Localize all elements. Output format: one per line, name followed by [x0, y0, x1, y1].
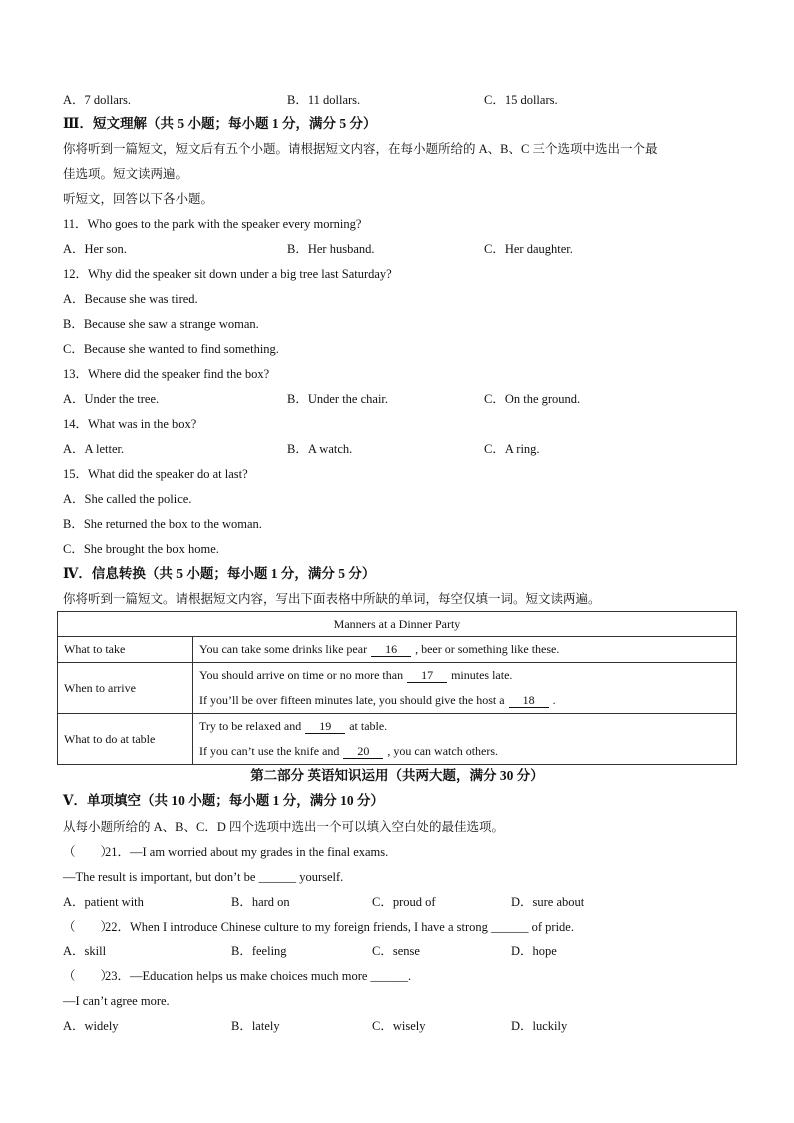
q23-question-line-2: —I can’t agree more.	[63, 994, 170, 1008]
part-2-heading: 第二部分 英语知识运用（共两大题，满分 30 分）	[250, 768, 544, 783]
row3b-text-post: , you can watch others.	[387, 744, 499, 758]
q11-option-c: C．Her daughter.	[484, 242, 573, 256]
q23-option-d: D．luckily	[511, 1019, 568, 1033]
section-5-heading: Ⅴ．单项填空（共 10 小题；每小题 1 分，满分 10 分）	[63, 793, 384, 808]
row-content-when-to-arrive	[193, 663, 737, 714]
q13-option-c: C．On the ground.	[484, 392, 581, 406]
q15-option-c: C．She brought the box home.	[63, 542, 219, 556]
q21-text: 21．—I am worried about my grades in the final exams.	[105, 845, 389, 859]
row-label-what-to-do-at-table: What to do at table	[58, 714, 193, 765]
section-3-instruction-1: 你将听到一篇短文，短文后有五个小题。请根据短文内容，在每小题所给的 A、B、C 三个选项中选出一个最	[63, 142, 658, 156]
blank-20[interactable]: 20	[343, 744, 383, 759]
blank-19[interactable]: 19	[305, 719, 345, 734]
q21-option-b: B．hard on	[231, 895, 290, 909]
section-5-instruction: 从每小题所给的 A、B、C．D 四个选项中选出一个可以填入空白处的最佳选项。	[63, 820, 504, 834]
q10-option-c: C．15 dollars.	[484, 93, 558, 107]
table-title: Manners at a Dinner Party	[58, 612, 737, 637]
q12-question: 12．Why did the speaker sit down under a big tree last Saturday?	[63, 267, 392, 281]
q15-option-a: A．She called the police.	[63, 492, 192, 506]
section-3-instruction-3: 听短文，回答以下各小题。	[63, 192, 214, 206]
row-content-what-to-take	[193, 637, 737, 663]
row-label-when-to-arrive: When to arrive	[58, 663, 193, 714]
q22-option-b: B．feeling	[231, 944, 287, 958]
q21-option-a: A．patient with	[63, 895, 144, 909]
q22-text: 22．When I introduce Chinese culture to my foreign friends, I have a strong ______ of pride.	[105, 920, 574, 934]
section-4-instruction: 你将听到一篇短文。请根据短文内容，写出下面表格中所缺的单词，每空仅填一词。短文读两遍。	[63, 592, 601, 606]
q22-option-d: D．hope	[511, 944, 557, 958]
q13-question: 13．Where did the speaker find the box?	[63, 367, 270, 381]
q23-question	[63, 968, 411, 984]
q15-question: 15．What did the speaker do at last?	[63, 467, 248, 481]
q10-option-b: B．11 dollars.	[287, 93, 361, 107]
q11-option-b: B．Her husband.	[287, 242, 375, 256]
q11-question: 11．Who goes to the park with the speaker every morning?	[63, 217, 362, 231]
q10-option-a: A．7 dollars.	[63, 93, 132, 107]
row2b-text-post: .	[552, 693, 556, 707]
q22-option-a: A．skill	[63, 944, 107, 958]
section-3-heading: Ⅲ．短文理解（共 5 小题；每小题 1 分，满分 5 分）	[63, 116, 377, 131]
row3a-text-pre: Try to be relaxed and	[199, 719, 302, 733]
q12-option-a: A．Because she was tired.	[63, 292, 198, 306]
q22-answer-bracket[interactable]: （ ）	[63, 920, 114, 934]
section-4-heading: Ⅳ．信息转换（共 5 小题；每小题 1 分，满分 5 分）	[63, 566, 376, 581]
q13-option-b: B．Under the chair.	[287, 392, 389, 406]
blank-18[interactable]: 18	[509, 693, 549, 708]
q13-option-a: A．Under the tree.	[63, 392, 160, 406]
q21-question-line-2: —The result is important, but don’t be ______ yourself.	[63, 870, 344, 884]
row-label-what-to-take: What to take	[58, 637, 193, 663]
q23-option-c: C．wisely	[372, 1019, 426, 1033]
q21-option-c: C．proud of	[372, 895, 436, 909]
info-table	[57, 611, 737, 765]
q23-text: 23．—Education helps us make choices much more ______.	[105, 969, 412, 983]
q22-question	[63, 919, 574, 935]
q21-option-d: D．sure about	[511, 895, 585, 909]
q22-option-c: C．sense	[372, 944, 420, 958]
row1-text-post: , beer or something like these.	[415, 642, 560, 656]
row1-text-pre: You can take some drinks like pear	[199, 642, 368, 656]
blank-17[interactable]: 17	[407, 668, 447, 683]
row2a-text-post: minutes late.	[451, 668, 513, 682]
q21-answer-bracket[interactable]: （ ）	[63, 845, 114, 859]
row3a-text-post: at table.	[349, 719, 388, 733]
q12-option-b: B．Because she saw a strange woman.	[63, 317, 259, 331]
row2b-text-pre: If you’ll be over fifteen minutes late, you should give the host a	[199, 693, 505, 707]
q11-option-a: A．Her son.	[63, 242, 127, 256]
q21-question	[63, 844, 388, 860]
row2a-text-pre: You should arrive on time or no more than	[199, 668, 404, 682]
q23-option-b: B．lately	[231, 1019, 280, 1033]
row3b-text-pre: If you can’t use the knife and	[199, 744, 340, 758]
q14-option-b: B．A watch.	[287, 442, 353, 456]
q14-option-c: C．A ring.	[484, 442, 540, 456]
q12-option-c: C．Because she wanted to find something.	[63, 342, 279, 356]
q14-option-a: A．A letter.	[63, 442, 125, 456]
q14-question: 14．What was in the box?	[63, 417, 197, 431]
blank-16[interactable]: 16	[371, 642, 411, 657]
q15-option-b: B．She returned the box to the woman.	[63, 517, 262, 531]
row-content-what-to-do-at-table	[193, 714, 737, 765]
section-3-instruction-2: 佳选项。短文读两遍。	[63, 167, 189, 181]
q23-answer-bracket[interactable]: （ ）	[63, 969, 114, 983]
q23-option-a: A．widely	[63, 1019, 119, 1033]
